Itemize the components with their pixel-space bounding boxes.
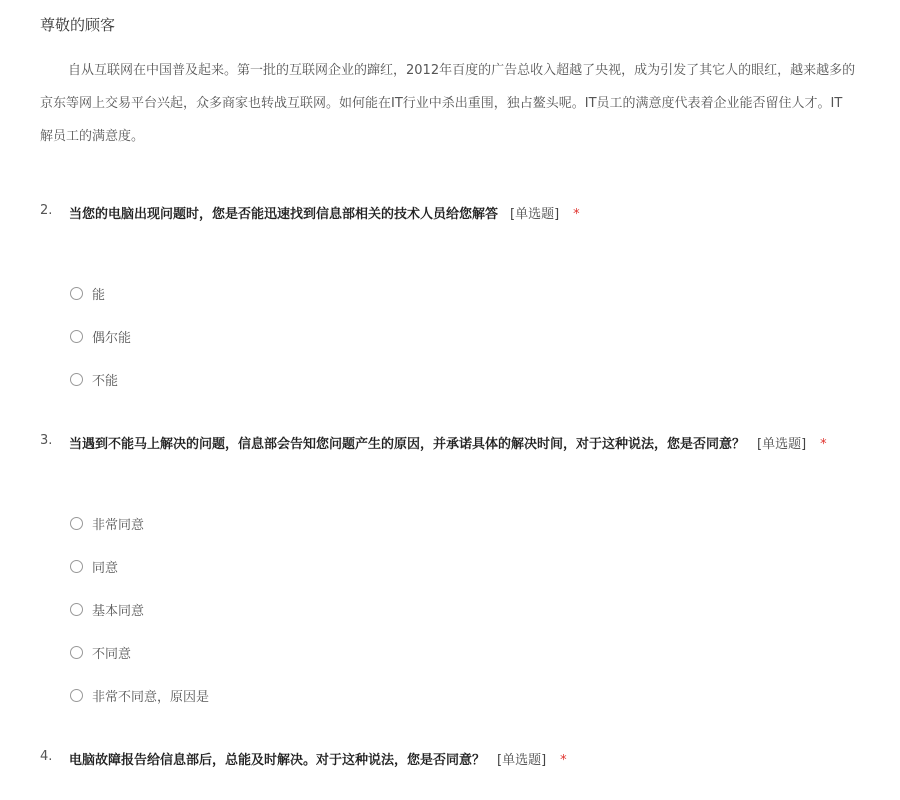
question-title [40, 203, 900, 223]
intro-line: 京东等网上交易平台兴起，众多商家也转战互联网。如何能在IT行业中杀出重围，独占鳌头呢。IT员工的满意度代表着企业能否留住人才。IT [40, 96, 843, 111]
question-text [69, 203, 580, 222]
option-item[interactable] [70, 283, 105, 303]
question-3 [40, 433, 900, 705]
question-text-content: 当您的电脑出现问题时，您是否能迅速找到信息部相关的技术人员给您解答 [69, 207, 499, 222]
question-number: 4. [40, 749, 53, 764]
question-number: 3. [40, 433, 53, 448]
option-label: 基本同意 [92, 603, 145, 619]
option-label: 非常同意 [92, 517, 145, 533]
required-marker: * [820, 437, 827, 452]
option-label: 不同意 [92, 646, 132, 662]
required-marker: * [573, 207, 580, 222]
option-item[interactable] [70, 513, 144, 533]
question-2 [40, 203, 900, 389]
option-item[interactable] [70, 642, 131, 662]
question-type-label: [单选题] [757, 437, 807, 452]
required-marker: * [560, 753, 567, 768]
option-item[interactable] [70, 326, 131, 346]
intro-line: 自从互联网在中国普及起来。第一批的互联网企业的蹿红，2012年百度的广告总收入超越了央视，成为引发了其它人的眼红，越来越多的 [68, 63, 856, 78]
option-label: 不能 [92, 373, 119, 389]
option-item[interactable] [70, 685, 209, 705]
option-item[interactable] [70, 599, 144, 619]
question-number: 2. [40, 203, 53, 218]
option-label: 偶尔能 [92, 330, 132, 346]
radio-button[interactable] [70, 287, 83, 300]
option-label: 非常不同意，原因是 [92, 689, 210, 705]
question-title [40, 433, 900, 453]
option-item[interactable] [70, 556, 118, 576]
question-text-content: 电脑故障报告给信息部后，总能及时解决。对于这种说法，您是否同意？ [69, 753, 486, 768]
radio-button[interactable] [70, 330, 83, 343]
radio-button[interactable] [70, 517, 83, 530]
option-label: 能 [92, 287, 106, 303]
radio-button[interactable] [70, 689, 83, 702]
radio-button[interactable] [70, 560, 83, 573]
question-text-content: 当遇到不能马上解决的问题，信息部会告知您问题产生的原因，并承诺具体的解决时间，对于这种说法，您是否同意？ [69, 437, 746, 452]
question-type-label: [单选题] [510, 207, 560, 222]
intro-line: 解员工的满意度。 [40, 129, 145, 144]
intro-paragraph [40, 54, 900, 153]
question-title [40, 749, 900, 769]
greeting-heading: 尊敬的顾客 [40, 16, 116, 34]
question-text [69, 433, 827, 452]
question-type-label: [单选题] [497, 753, 547, 768]
option-item[interactable] [70, 369, 118, 389]
question-4 [40, 749, 900, 769]
radio-button[interactable] [70, 603, 83, 616]
option-label: 同意 [92, 560, 119, 576]
radio-button[interactable] [70, 646, 83, 659]
question-text [69, 749, 567, 768]
radio-button[interactable] [70, 373, 83, 386]
